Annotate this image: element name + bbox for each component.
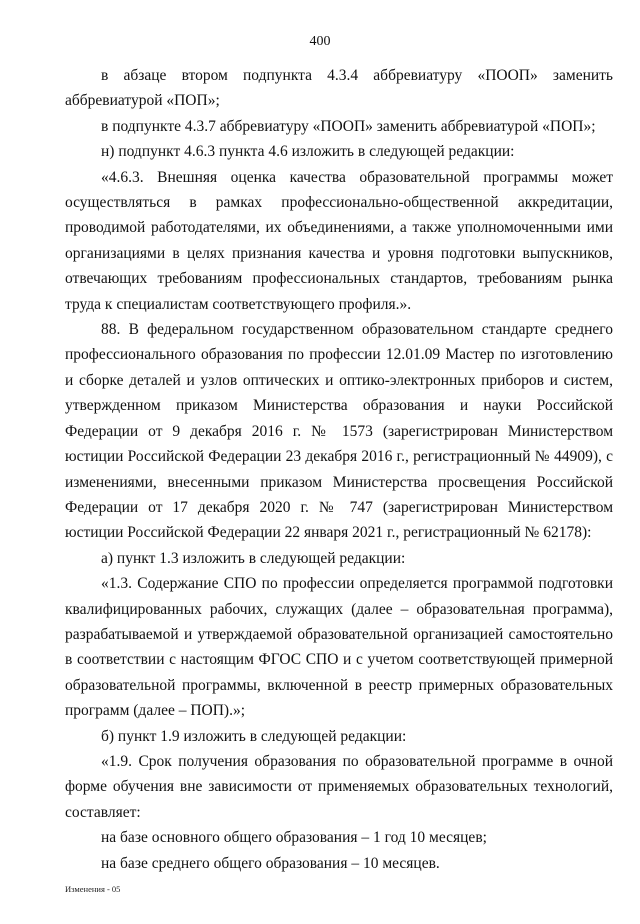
paragraph-basic-education-term: на базе основного общего образования – 1 год 10 месяцев; [101, 829, 487, 847]
footer-revision-note: Изменения - 05 [65, 884, 121, 894]
paragraph-subpoint-a: а) пункт 1.3 изложить в следующей редакции: [101, 549, 406, 567]
paragraph-secondary-education-term: на базе среднего общего образования – 10 месяцев. [101, 854, 440, 872]
page-number: 400 [309, 34, 331, 49]
paragraph-quote-1-3: «1.3. Содержание СПО по профессии определяется программой подготовки квалифицированных рабочих, служащих (далее – образовательная программа), разрабатываемой и утверждаемой образовательной организацией самостоятельно в соответствии с настоящим ФГОС СПО и с учетом соответствующей примерной образовательной программы, включенной в реестр примерных образовательных программ (далее – ПОП).»; [65, 575, 613, 720]
document-body [65, 63, 613, 876]
paragraph-88: 88. В федеральном государственном образовательном стандарте среднего профессионального образования по профессии 12.01.09 Мастер по изготовлению и сборке деталей и узлов оптических и оптико-электронных приборов и систем, утвержденном приказом Министерства образования и науки Российской Федерации от 9 декабря 2016 г. № 1573 (зарегистрирован Министерством юстиции Российской Федерации 23 декабря 2016 г., регистрационный № 44909), с изменениями, внесенными приказом Министерства просвещения Российской Федерации от 17 декабря 2020 г. № 747 (зарегистрирован Министерством юстиции Российской Федерации 22 января 2021 г., регистрационный № 62178): [65, 321, 613, 542]
paragraph-quote-1-9: «1.9. Срок получения образования по образовательной программе в очной форме обучения вне зависимости от применяемых образовательных технологий, составляет: [65, 752, 613, 821]
paragraph-abbreviation-4-3-4: в абзаце втором подпункта 4.3.4 аббревиатуру «ПООП» заменить аббревиатурой «ПОП»; [65, 67, 613, 110]
paragraph-quote-4-6-3: «4.6.3. Внешняя оценка качества образовательной программы может осуществляться в рамках профессионально-общественной аккредитации, проводимой работодателями, их объединениями, а также уполномоченными ими организациями в целях признания качества и уровня подготовки выпускников, отвечающих требованиям профессиональных стандартов, требованиям рынка труда к специалистам соответствующего профиля.». [65, 168, 613, 313]
paragraph-subpoint-n: н) подпункт 4.6.3 пункта 4.6 изложить в следующей редакции: [101, 143, 515, 161]
paragraph-subpoint-b: б) пункт 1.9 изложить в следующей редакции: [101, 727, 407, 745]
paragraph-abbreviation-4-3-7: в подпункте 4.3.7 аббревиатуру «ПООП» заменить аббревиатурой «ПОП»; [101, 117, 596, 135]
